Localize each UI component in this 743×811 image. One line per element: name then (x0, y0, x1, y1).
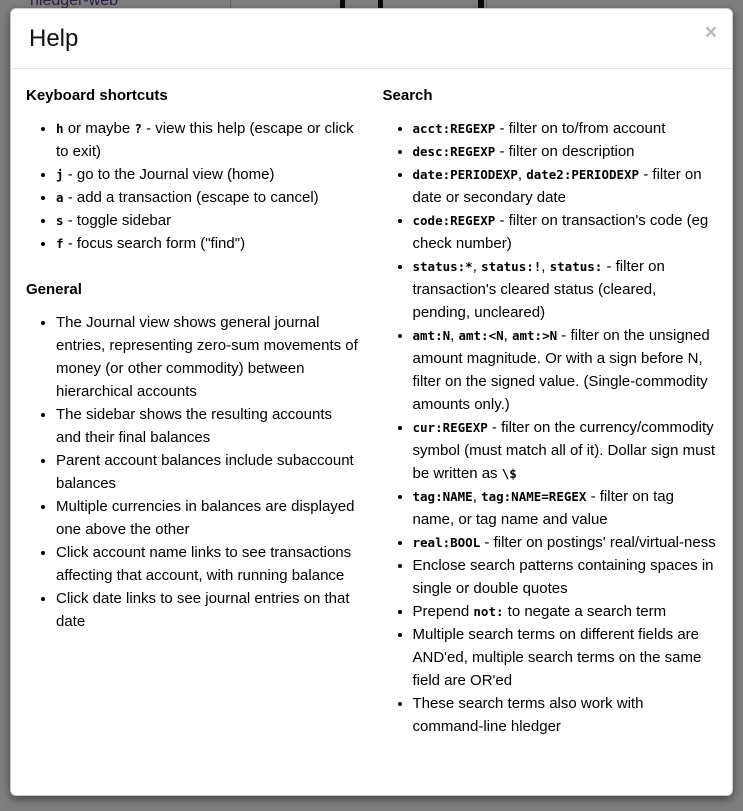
help-list-item: • status:*, status:!, status: - filter on transaction's cleared status (cleared, pending, uncleared) (413, 255, 718, 324)
code-term: tag:NAME (412, 489, 473, 504)
help-list-item: • Multiple currencies in balances are displayed one above the other (56, 495, 361, 541)
code-term: amt:<N (458, 328, 504, 343)
help-list (26, 117, 361, 255)
help-list-item: • s - toggle sidebar (56, 209, 361, 232)
help-list-item: • desc:REGEXP - filter on description (413, 140, 718, 163)
help-list-item: • Click account name links to see transactions affecting that account, with running balance (56, 541, 361, 587)
help-list-item: • The sidebar shows the resulting accounts and their final balances (56, 403, 361, 449)
code-term: tag:NAME=REGEX (481, 489, 587, 504)
help-list (383, 117, 718, 738)
code-term: desc:REGEXP (412, 144, 496, 159)
code-term: amt:N (412, 328, 451, 343)
help-list-item: • These search terms also work with command-line hledger (413, 692, 718, 738)
code-term: not: (473, 604, 504, 619)
help-list-item: • Enclose search patterns containing spaces in single or double quotes (413, 554, 718, 600)
help-list-item: • a - add a transaction (escape to cancel) (56, 186, 361, 209)
help-list-item: • date:PERIODEXP, date2:PERIODEXP - filter on date or secondary date (413, 163, 718, 209)
help-list-item: • Click date links to see journal entries on that date (56, 587, 361, 633)
help-list-item: • real:BOOL - filter on postings' real/virtual-ness (413, 531, 718, 554)
help-list-item: • f - focus search form ("find") (56, 232, 361, 255)
help-list-item: • cur:REGEXP - filter on the currency/commodity symbol (must match all of it). Dollar sign must be written as \$ (413, 416, 718, 485)
help-list-item: • code:REGEXP - filter on transaction's code (eg check number) (413, 209, 718, 255)
modal-header (11, 9, 732, 69)
code-term: date2:PERIODEXP (526, 167, 640, 182)
section-heading: General (26, 281, 82, 298)
code-term: status: (549, 259, 603, 274)
section-heading: Keyboard shortcuts (26, 87, 168, 104)
code-term: status:! (481, 259, 542, 274)
code-term: a (56, 190, 64, 205)
section-heading: Search (382, 87, 433, 104)
code-term: real:BOOL (412, 535, 481, 550)
help-list (26, 311, 361, 633)
help-column-right (383, 87, 718, 777)
code-term: f (56, 236, 64, 251)
help-section (26, 87, 361, 255)
help-list-item: • Multiple search terms on different fields are AND'ed, multiple search terms on the same field are OR'ed (413, 623, 718, 692)
code-term: cur:REGEXP (412, 420, 488, 435)
help-list-item: • amt:N, amt:<N, amt:>N - filter on the unsigned amount magnitude. Or with a sign before N, filter on the signed value. (Single-commodity amounts only.) (413, 324, 718, 416)
help-column-left (26, 87, 361, 777)
modal-title: Help (29, 25, 79, 52)
code-term: ? (134, 121, 142, 136)
code-term: h (56, 121, 64, 136)
help-list-item: • Prepend not: to negate a search term (413, 600, 718, 623)
code-term: acct:REGEXP (412, 121, 496, 136)
code-term: s (56, 213, 64, 228)
help-list-item: • tag:NAME, tag:NAME=REGEX - filter on tag name, or tag name and value (413, 485, 718, 531)
code-term: amt:>N (511, 328, 558, 343)
help-list-item: • acct:REGEXP - filter on to/from account (413, 117, 718, 140)
code-term: \$ (501, 466, 517, 481)
help-list-item: • The Journal view shows general journal entries, representing zero-sum movements of money (or other commodity) between hierarchical accounts (56, 311, 361, 403)
help-list-item: • j - go to the Journal view (home) (56, 163, 361, 186)
modal-body (11, 69, 732, 797)
code-term: date:PERIODEXP (412, 167, 518, 182)
help-list-item: • Parent account balances include subaccount balances (56, 449, 361, 495)
help-section (26, 281, 361, 633)
code-term: j (56, 167, 64, 182)
code-term: code:REGEXP (412, 213, 496, 228)
close-icon[interactable]: × (704, 21, 717, 44)
help-section (383, 87, 718, 738)
help-modal (10, 8, 733, 796)
code-term: status:* (412, 259, 473, 274)
help-list-item: • h or maybe ? - view this help (escape or click to exit) (56, 117, 361, 163)
